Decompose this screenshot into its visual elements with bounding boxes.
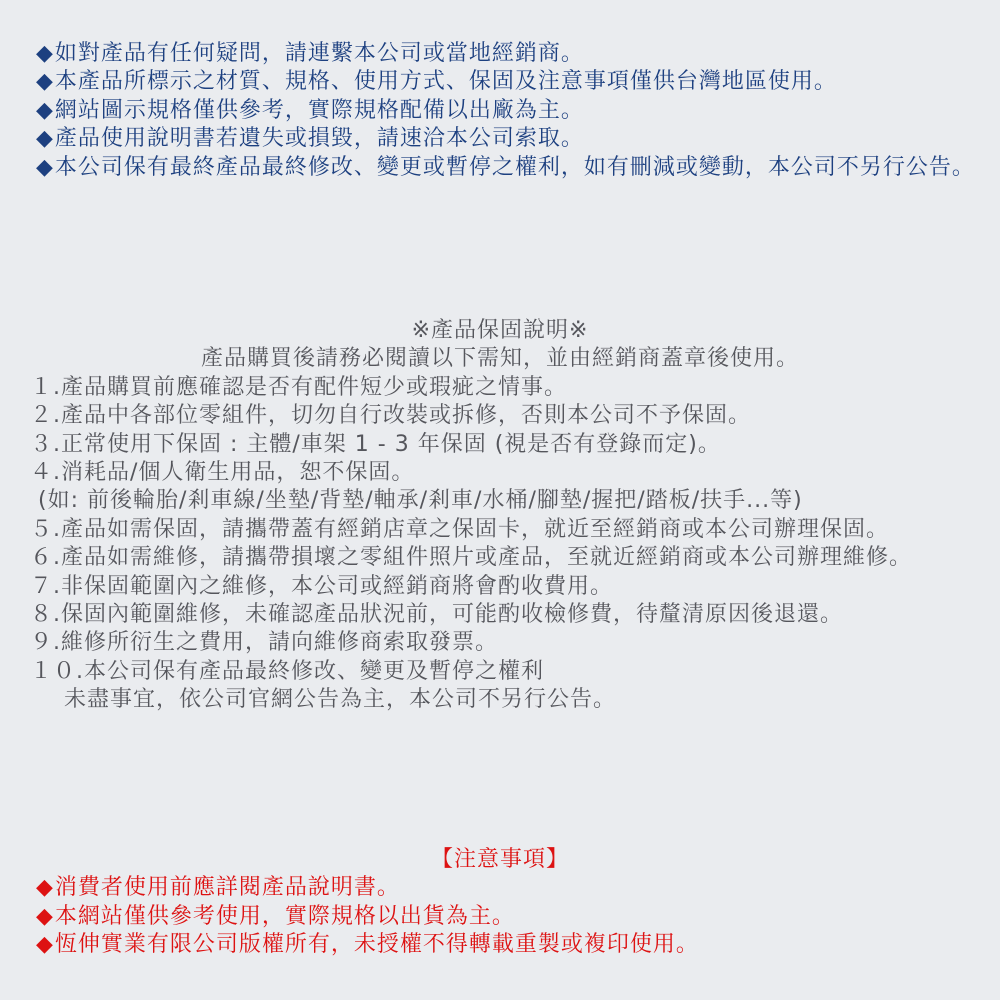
diamond-bullet-icon: ◆ (36, 41, 54, 66)
diamond-bullet-icon: ◆ (36, 154, 54, 180)
top-notice-text: 產品使用說明書若遺失或損毀，請速洽本公司索取。 (54, 126, 584, 152)
warranty-item-9: ９.維修所衍生之費用，請向維修商索取發票。 (30, 630, 498, 656)
bottom-notice-title: 【注意事項】 (430, 847, 569, 872)
warranty-item-10-continuation: 未盡事宜，依公司官網公告為主，本公司不另行公告。 (64, 687, 617, 713)
warranty-item-6: ６.產品如需維修，請攜帶損壞之零組件照片或產品，至就近經銷商或本公司辦理維修。 (30, 545, 912, 571)
top-notice-text: 本產品所標示之材質、規格、使用方式、保固及注意事項僅供台灣地區使用。 (54, 69, 837, 95)
warranty-subtitle: 產品購買後請務必閱讀以下需知，並由經銷商蓋章後使用。 (200, 346, 799, 372)
diamond-bullet-icon: ◆ (36, 97, 54, 123)
top-notice-line (36, 68, 1000, 96)
bottom-notice-line (36, 903, 1000, 931)
warranty-item-8: ８.保固內範圍維修，未確認產品狀況前，可能酌收檢修費，待釐清原因後退還。 (30, 602, 843, 628)
warranty-item-5: ５.產品如需保固，請攜帶蓋有經銷店章之保固卡，就近至經銷商或本公司辦理保固。 (30, 516, 889, 542)
warranty-title: ※產品保固說明※ (411, 318, 589, 343)
bottom-notice-text: 消費者使用前應詳閱產品說明書。 (54, 875, 400, 901)
warranty-section (0, 317, 1000, 715)
diamond-bullet-icon: ◆ (36, 932, 54, 958)
bottom-notice-line (36, 874, 1000, 902)
bottom-notice-block (0, 846, 1000, 960)
bottom-notice-text: 恆伸實業有限公司版權所有，未授權不得轉載重製或複印使用。 (54, 932, 699, 958)
top-notice-text: 如對產品有任何疑問，請連繫本公司或當地經銷商。 (54, 41, 584, 66)
warranty-item-3: ３.正常使用下保固 : 主體/車架 1 - 3 年保固 (視是否有登錄而定)。 (30, 431, 721, 457)
bottom-notice-list (0, 874, 1000, 959)
top-notice-line (36, 97, 1000, 125)
bottom-notice-line (36, 931, 1000, 959)
bottom-notice-text: 本網站僅供參考使用，實際規格以出貨為主。 (54, 903, 515, 929)
warranty-item-1: １.產品購買前應確認是否有配件短少或瑕疵之情事。 (30, 374, 567, 400)
warranty-item-2: ２.產品中各部位零組件，切勿自行改裝或拆修，否則本公司不予保固。 (30, 403, 751, 429)
top-notice-block (36, 40, 1000, 182)
top-notice-text: 本公司保有最終產品最終修改、變更或暫停之權利，如有刪減或變動，本公司不另行公告。 (54, 154, 975, 180)
warranty-item-4: ４.消耗品/個人衛生用品，恕不保固。 (30, 460, 415, 486)
top-notice-line (36, 154, 1000, 182)
top-notice-line (36, 40, 1000, 68)
warranty-item-7: ７.非保固範圍內之維修，本公司或經銷商將會酌收費用。 (30, 573, 613, 599)
diamond-bullet-icon: ◆ (36, 126, 54, 152)
warranty-item-4-examples: (如: 前後輪胎/剎車線/坐墊/背墊/軸承/剎車/水桶/腳墊/握把/踏板/扶手...等) (38, 488, 803, 514)
top-notice-text: 網站圖示規格僅供參考，實際規格配備以出廠為主。 (54, 97, 584, 123)
diamond-bullet-icon: ◆ (36, 903, 54, 929)
diamond-bullet-icon: ◆ (36, 69, 54, 95)
top-notice-line (36, 125, 1000, 153)
diamond-bullet-icon: ◆ (36, 875, 54, 901)
warranty-item-10: １０.本公司保有產品最終修改、變更及暫停之權利 (30, 658, 544, 684)
